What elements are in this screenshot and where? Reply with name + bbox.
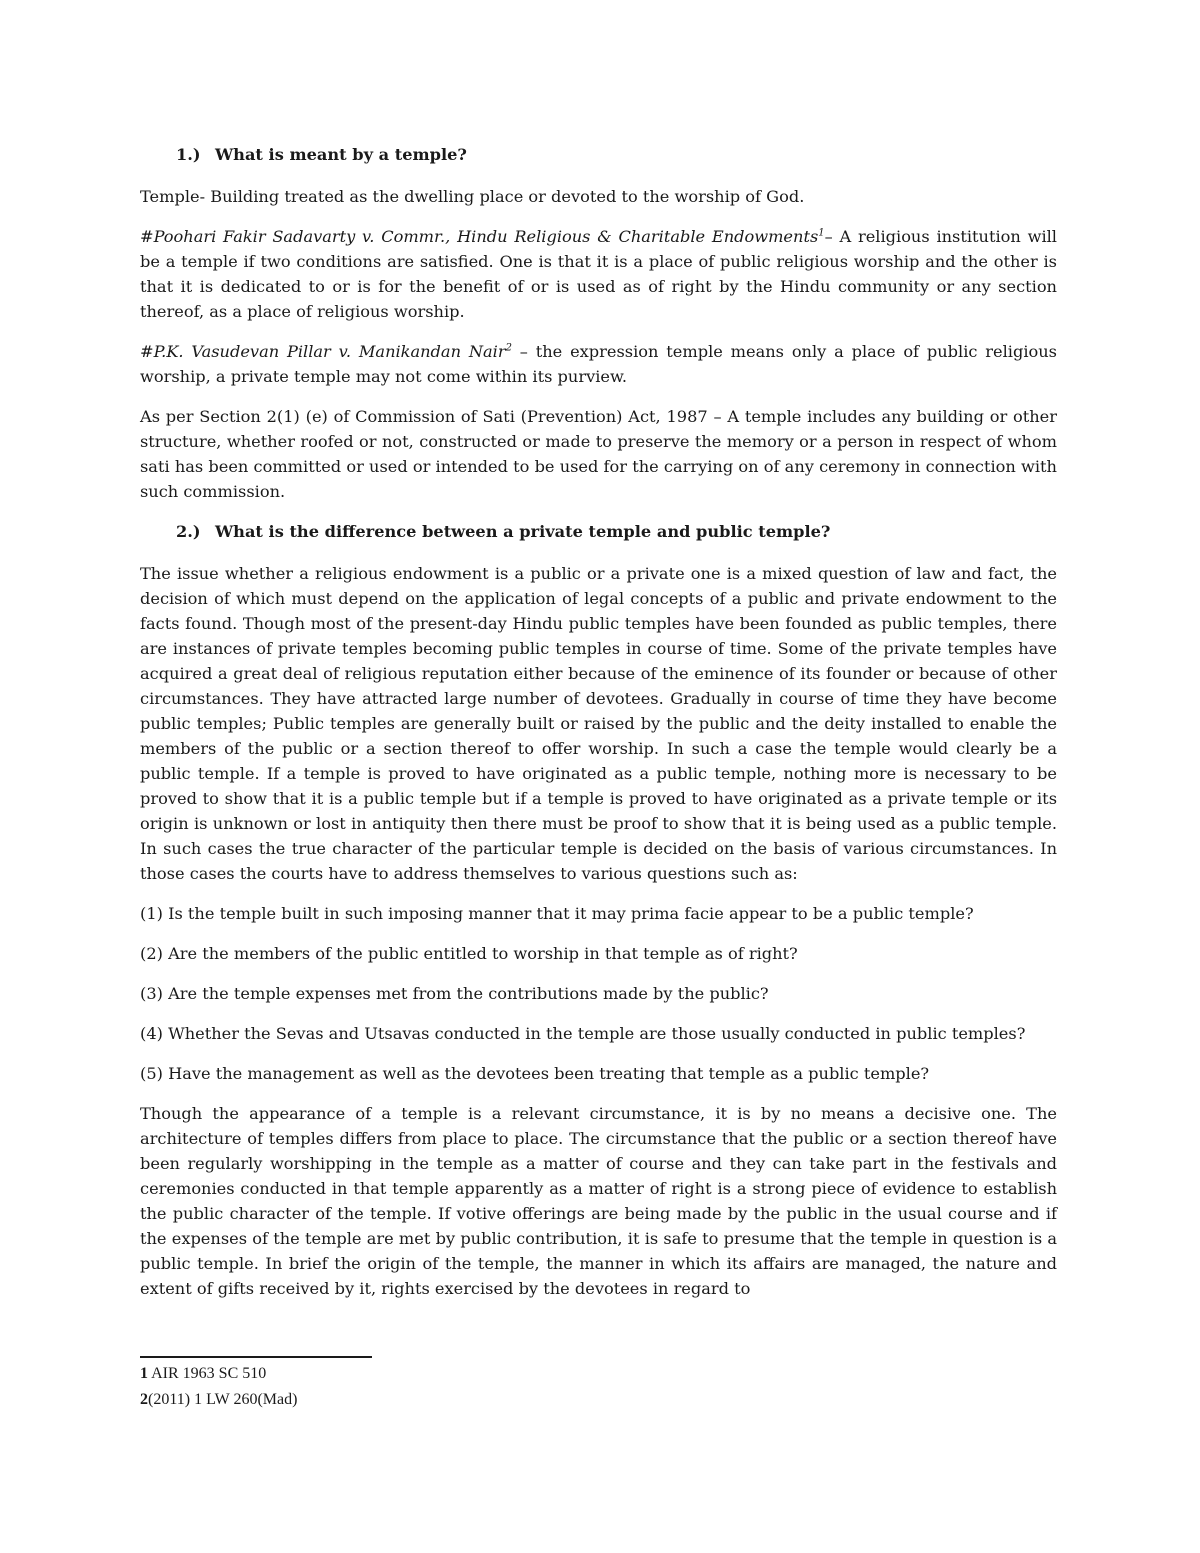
question-1-heading: [140, 142, 1057, 167]
list-item: (4) Whether the Sevas and Utsavas conducted in the temple are those usually conducted in public temples?: [140, 1024, 1026, 1043]
case-1-paragraph: [140, 224, 1057, 324]
list-item: (5) Have the management as well as the devotees been treating that temple as a public temple?: [140, 1064, 930, 1083]
question-2-intro: The issue whether a religious endowment is a public or a private one is a mixed question of law and fact, the decision of which must depend on the application of legal concepts of a public and private endowment to the facts found. Though most of the present-day Hindu public temples have been founded as public temples, there are instances of private temples becoming public temples in course of time. Some of the private temples have acquired a great deal of religious reputation either because of the eminence of its founder or because of other circumstances. They have attracted large number of devotees. Gradually in course of time they have become public temples; Public temples are generally built or raised by the public and the deity installed to enable the members of the public or a section thereof to offer worship. In such a case the temple would clearly be a public temple. If a temple is proved to have originated as a public temple, nothing more is necessary to be proved to show that it is a public temple but if a temple is proved to have originated as a private temple or its origin is unknown or lost in antiquity then there must be proof to show that it is being used as a public temple. In such cases the true character of the particular temple is decided on the basis of various circumstances. In those cases the courts have to address themselves to various questions such as:: [140, 564, 1057, 883]
footnote-2-text: (2011) 1 LW 260(Mad): [148, 1391, 298, 1408]
case-1-text: – A religious institution will be a temple if two conditions are satisfied. One is that it is a place of public religious worship and the other is that it is dedicated to or is for the benefit of or is used as of right by the Hindu community or any section thereof, as a place of religious worship.: [140, 227, 1057, 321]
question-2-number: 2.): [176, 522, 201, 541]
list-item: (2) Are the members of the public entitled to worship in that temple as of right?: [140, 944, 798, 963]
question-list: [140, 901, 1057, 1086]
footnotes: [140, 1356, 1057, 1413]
question-1-title: What is meant by a temple?: [215, 145, 467, 164]
page-body: [140, 142, 1057, 1316]
footnote-1-text: AIR 1963 SC 510: [148, 1365, 267, 1382]
footnote-1-number: 1: [140, 1365, 148, 1382]
question-2-heading: [140, 519, 1057, 544]
case-2-text: – the expression temple means only a place of public religious worship, a private temple may not come within its purview.: [140, 342, 1057, 386]
footnote-1: [140, 1361, 1057, 1387]
temple-definition: Temple- Building treated as the dwelling place or devoted to the worship of God.: [140, 187, 805, 206]
list-item: (3) Are the temple expenses met from the contributions made by the public?: [140, 984, 769, 1003]
question-2-conclusion: Though the appearance of a temple is a relevant circumstance, it is by no means a decisive one. The architecture of temples differs from place to place. The circumstance that the public or a section thereof have been regularly worshipping in the temple as a matter of course and they can take part in the festivals and ceremonies conducted in that temple apparently as a matter of right is a strong piece of evidence to establish the public character of the temple. If votive offerings are being made by the public in the usual course and if the expenses of the temple are met by public contribution, it is safe to presume that the temple in question is a public temple. In brief the origin of the temple, the manner in which its affairs are managed, the nature and extent of gifts received by it, rights exercised by the devotees in regard to: [140, 1104, 1057, 1298]
footnote-2-number: 2: [140, 1391, 148, 1408]
footnote-divider: [140, 1356, 372, 1358]
case-2-paragraph: [140, 339, 1057, 389]
case-2-name: #P.K. Vasudevan Pillar v. Manikandan Nair: [140, 342, 506, 361]
footnote-2: [140, 1387, 1057, 1413]
footnote-ref-2: 2: [505, 342, 512, 354]
case-1-name: #Poohari Fakir Sadavarty v. Commr., Hindu Religious & Charitable Endowments: [140, 227, 819, 246]
question-1-number: 1.): [176, 145, 201, 164]
list-item: (1) Is the temple built in such imposing manner that it may prima facie appear to be a public temple?: [140, 904, 974, 923]
question-2-title: What is the difference between a private temple and public temple?: [215, 522, 831, 541]
sati-act-paragraph: As per Section 2(1) (e) of Commission of Sati (Prevention) Act, 1987 – A temple includes any building or other structure, whether roofed or not, constructed or made to preserve the memory or a person in respect of whom sati has been committed or used or intended to be used for the carrying on of any ceremony in connection with such commission.: [140, 407, 1057, 501]
footnote-ref-1: 1: [818, 227, 825, 239]
